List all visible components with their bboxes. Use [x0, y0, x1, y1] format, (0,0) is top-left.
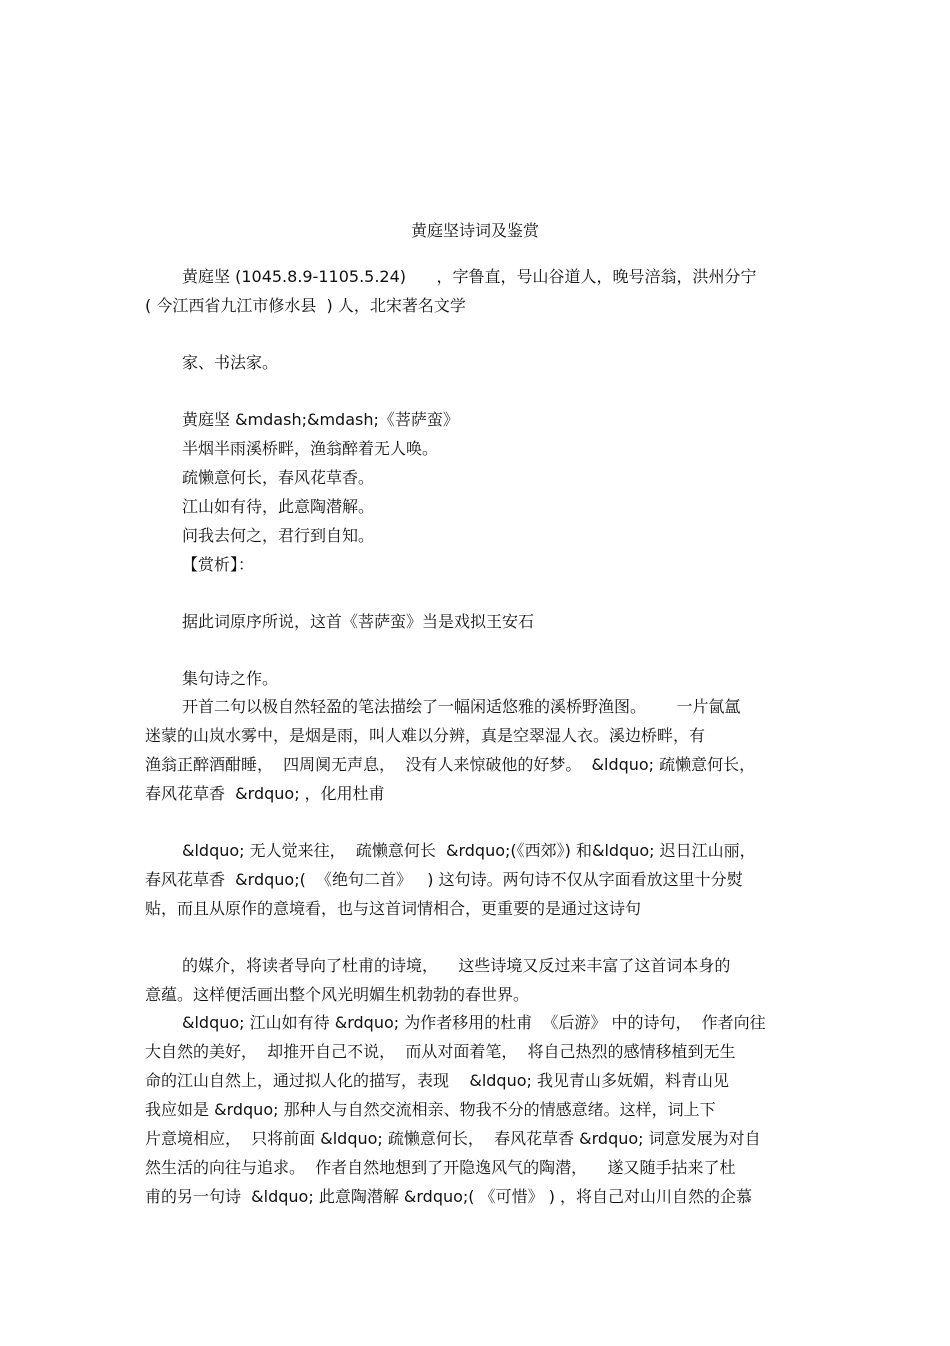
- poem-line: 江山如有待，此意陶潜解。: [182, 497, 375, 516]
- paragraph-line: ( 今江西省九江市修水县 ) 人，北宋著名文学: [145, 296, 466, 315]
- paragraph-line: 片意境相应， 只将前面 &ldquo; 疏懒意何长， 春风花草香 &rdquo; 词意发展为对自: [145, 1129, 761, 1148]
- paragraph-line: 甫的另一句诗 &ldquo; 此意陶潜解 &rdquo;( 《可惜》 ) ，将自己对山川自然的企慕: [145, 1187, 753, 1206]
- paragraph-line: 命的江山自然上，通过拟人化的描写，表现 &ldquo; 我见青山多妩媚，料青山见: [145, 1071, 729, 1090]
- paragraph-line: 据此词原序所说，这首《菩萨蛮》当是戏拟王安石: [182, 612, 535, 631]
- paragraph-line: 家、书法家。: [182, 353, 279, 372]
- paragraph-line: 然生活的向往与追求。 作者自然地想到了开隐逸风气的陶潜， 遂又随手拈来了杜: [145, 1158, 736, 1177]
- paragraph-line: 我应如是 &rdquo; 那种人与自然交流相亲、物我不分的情感意绪。这样，词上下: [145, 1100, 716, 1119]
- paragraph-line: 大自然的美好， 却推开自己不说， 而从对面着笔， 将自己热烈的感情移植到无生: [145, 1042, 736, 1061]
- paragraph-line: 黄庭坚 (1045.8.9-1105.5.24) ，字鲁直，号山谷道人，晚号涪翁，洪州分宁: [182, 267, 757, 286]
- paragraph-line: 开首二句以极自然轻盈的笔法描绘了一幅闲适悠雅的溪桥野渔图。 一片氤氲: [182, 697, 741, 716]
- paragraph-line: 意蕴。这样便活画出整个风光明媚生机勃勃的春世界。: [145, 985, 530, 1004]
- poem-line: 疏懒意何长，春风花草香。: [182, 468, 375, 487]
- paragraph-line: 的媒介，将读者导向了杜甫的诗境， 这些诗境又反过来丰富了这首词本身的: [182, 956, 731, 975]
- poem-line: 问我去何之，君行到自知。: [182, 526, 375, 545]
- analysis-heading: 【赏析】：: [182, 555, 255, 574]
- document-title: 黄庭坚诗词及鉴赏: [410, 221, 539, 240]
- paragraph-line: &ldquo; 无人觉来往， 疏懒意何长 &rdquo;(《西郊》) 和&ldquo; 迟日江山丽，: [182, 841, 756, 860]
- paragraph-line: 迷蒙的山岚水雾中，是烟是雨，叫人难以分辨，真是空翠湿人衣。溪边桥畔，有: [145, 726, 706, 745]
- paragraph-line: 渔翁正醉酒酣睡， 四周阒无声息， 没有人来惊破他的好梦。 &ldquo; 疏懒意何长，: [145, 755, 756, 774]
- paragraph-line: &ldquo; 江山如有待 &rdquo; 为作者移用的杜甫 《后游》 中的诗句， 作者向往: [182, 1013, 766, 1032]
- paragraph-line: 集句诗之作。: [182, 669, 279, 688]
- poem-line: 半烟半雨溪桥畔，渔翁醉着无人唤。: [182, 439, 439, 458]
- paragraph-line: 春风花草香 &rdquo;( 《绝句二首》 ) 这句诗。两句诗不仅从字面看放这里十分熨: [145, 870, 743, 889]
- paragraph-line: 贴，而且从原作的意境看，也与这首词情相合，更重要的是通过这诗句: [145, 899, 642, 918]
- poem-heading: 黄庭坚 &mdash;&mdash;《菩萨蛮》: [182, 410, 459, 429]
- paragraph-line: 春风花草香 &rdquo; ，化用杜甫: [145, 784, 385, 803]
